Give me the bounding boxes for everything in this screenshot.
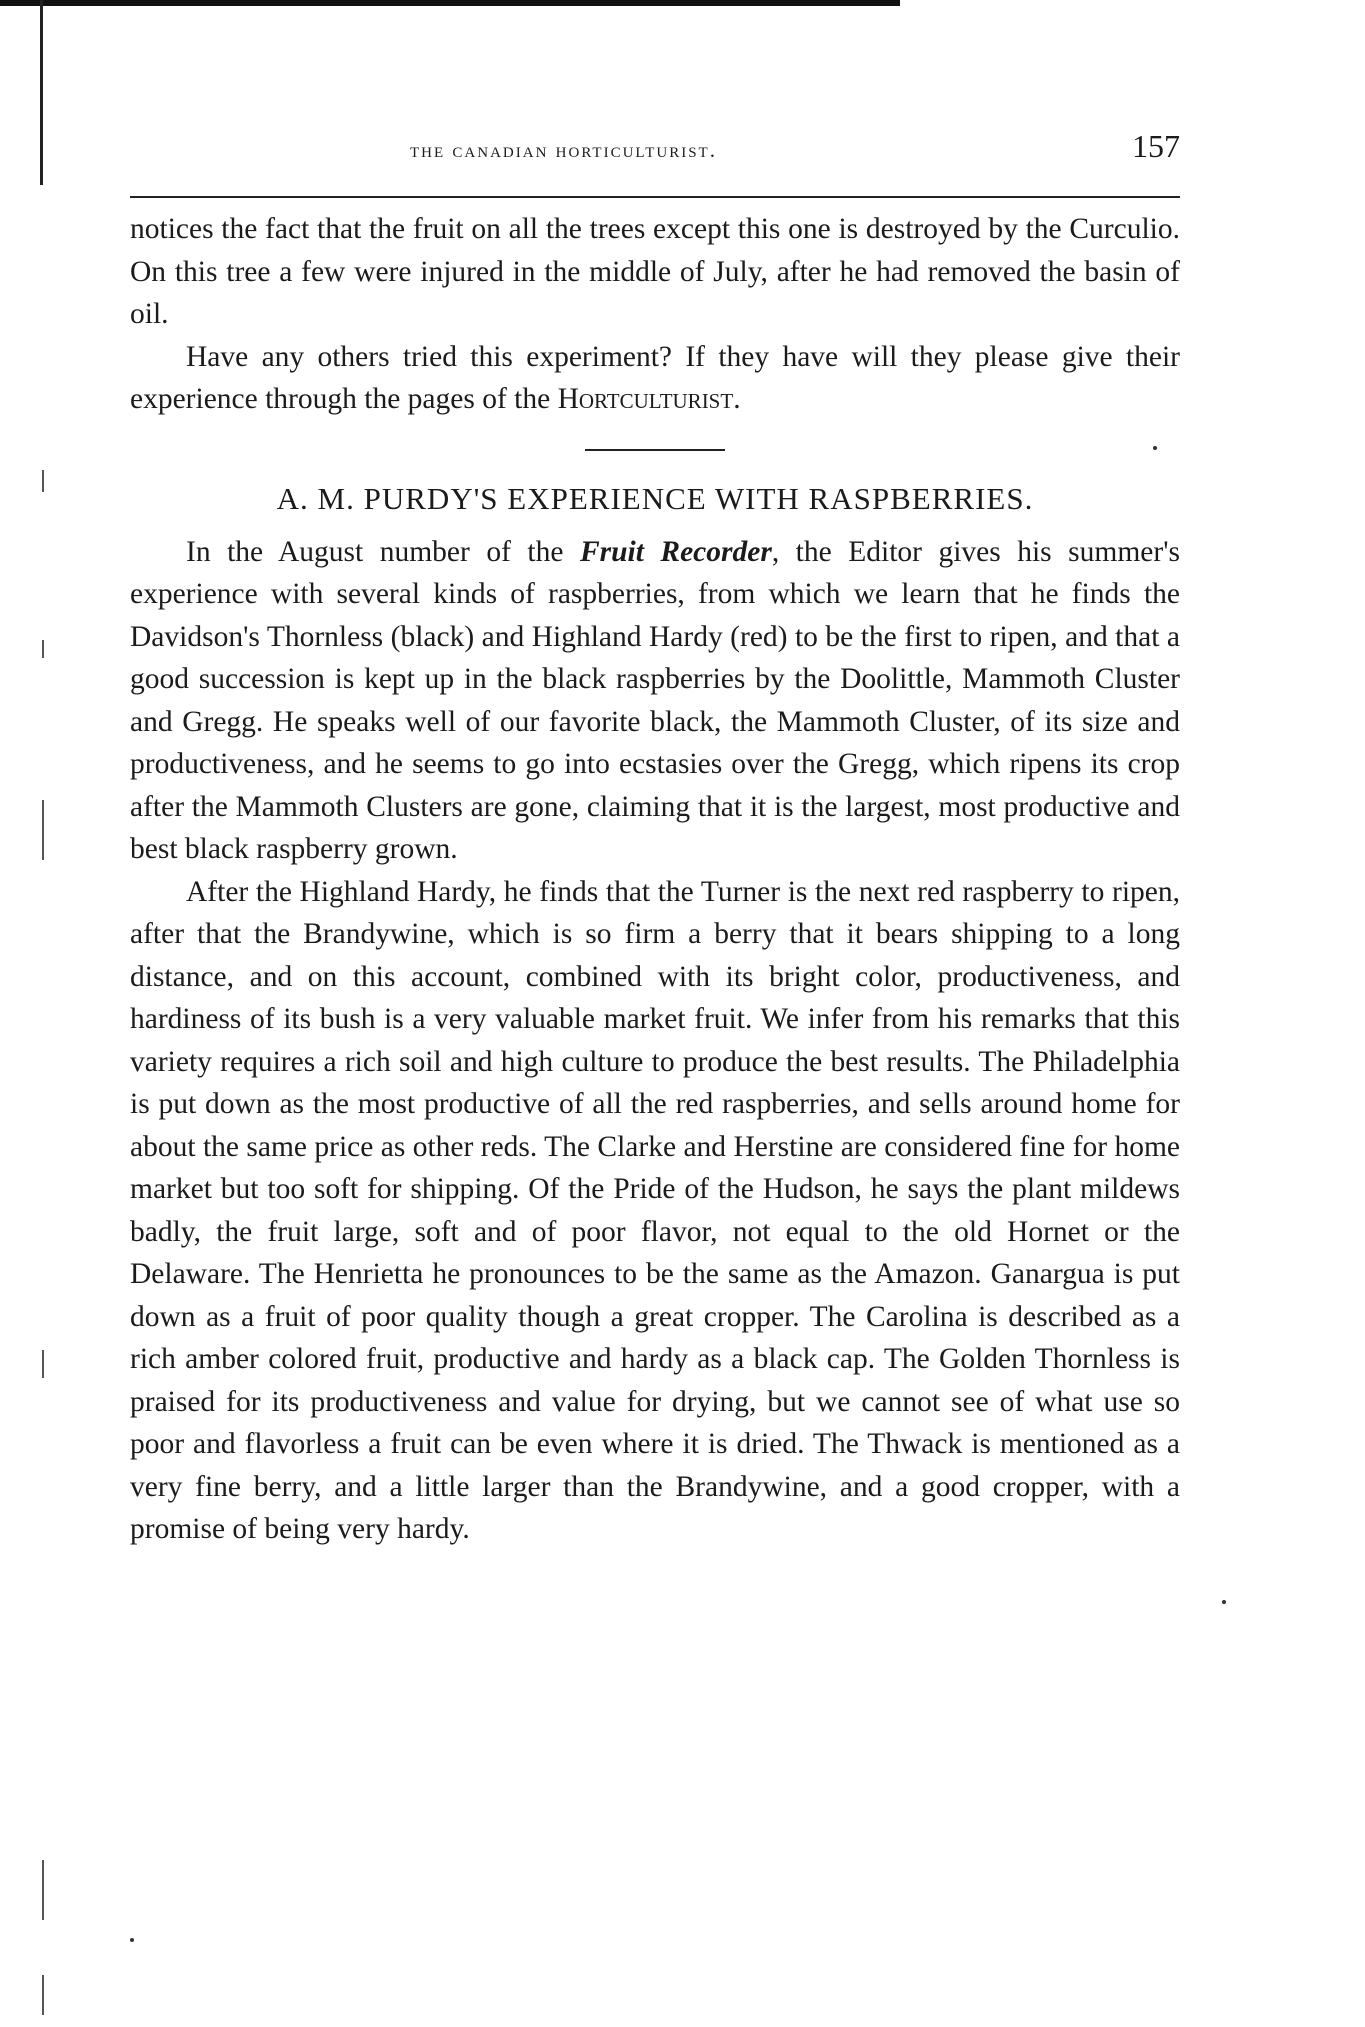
question-end: .	[733, 383, 741, 415]
page-body	[130, 208, 1180, 1551]
article-title: A. M. PURDY'S EXPERIENCE WITH RASPBERRIES.	[276, 480, 1034, 516]
paragraph-text: In the August number of the	[186, 535, 580, 568]
edge-mark	[42, 1860, 44, 1920]
edge-mark	[42, 640, 44, 658]
running-title: the canadian horticulturist.	[410, 138, 717, 162]
ink-speck	[1153, 446, 1157, 450]
top-border-rule	[0, 0, 900, 6]
journal-name: Hortculturist	[557, 383, 734, 415]
running-head	[130, 128, 1180, 168]
page-number: 157	[1132, 128, 1180, 164]
edge-mark	[42, 1350, 44, 1378]
question-text: Have any others tried this experiment? If they have will they please give their experience through the pages of the	[130, 340, 1180, 415]
article-paragraph-2: After the Highland Hardy, he finds that the Turner is the next red raspberry to ripen, after that the Brandywine, which is so firm a berry that it bears shipping to a long distance, and on this account, combined with its bright color, productiveness, and hardiness of its bush is a very valuable market fruit. We infer from his remarks that this variety requires a rich soil and high culture to produce the best results. The Philadelphia is put down as the most productive of all the red raspberries, and sells around home for about the same price as other reds. The Clarke and Herstine are considered fine for home market but too soft for shipping. Of the Pride of the Hudson, he says the plant mildews badly, the fruit large, soft and of poor flavor, not equal to the old Hornet or the Delaware. The Henrietta he pronounces to be the same as the Amazon. Ganargua is put down as a fruit of poor quality though a great cropper. The Carolina is described as a rich amber colored fruit, productive and hardy as a black cap. The Golden Thornless is praised for its productiveness and value for drying, but we cannot see of what use so poor and flavorless a fruit can be even where it is dried. The Thwack is mentioned as a very fine berry, and a little larger than the Brandywine, and a good cropper, with a promise of being very hardy.	[130, 875, 1180, 1545]
continuation-question-paragraph	[130, 336, 1180, 421]
edge-mark	[42, 800, 44, 860]
article-paragraph-1	[130, 531, 1180, 871]
header-rule	[130, 196, 1180, 198]
ink-speck	[130, 1938, 134, 1942]
paragraph-text: , the Editor gives his summer's experience with several kinds of raspberries, from which we learn that he finds the Davidson's Thornless (black) and Highland Hardy (red) to be the first to ripen, and that a good succession is kept up in the black raspberries by the Doolittle, Mammoth Cluster and Gregg. He speaks well of our favorite black, the Mammoth Cluster, of its size and productiveness, and he seems to go into ecstasies over the Gregg, which ripens its crop after the Mammoth Clusters are gone, claiming that it is the largest, most productive and best black raspberry grown.	[130, 535, 1180, 865]
edge-mark	[42, 470, 44, 492]
publication-title: Fruit Recorder	[579, 535, 772, 568]
continuation-paragraph: notices the fact that the fruit on all the trees except this one is destroyed by the Curculio. On this tree a few were injured in the middle of July, after he had removed the basin of oil.	[130, 213, 1180, 330]
edge-mark	[42, 1975, 44, 2015]
left-border-line	[40, 0, 43, 185]
ink-speck	[1222, 1600, 1226, 1604]
section-divider	[585, 449, 725, 451]
